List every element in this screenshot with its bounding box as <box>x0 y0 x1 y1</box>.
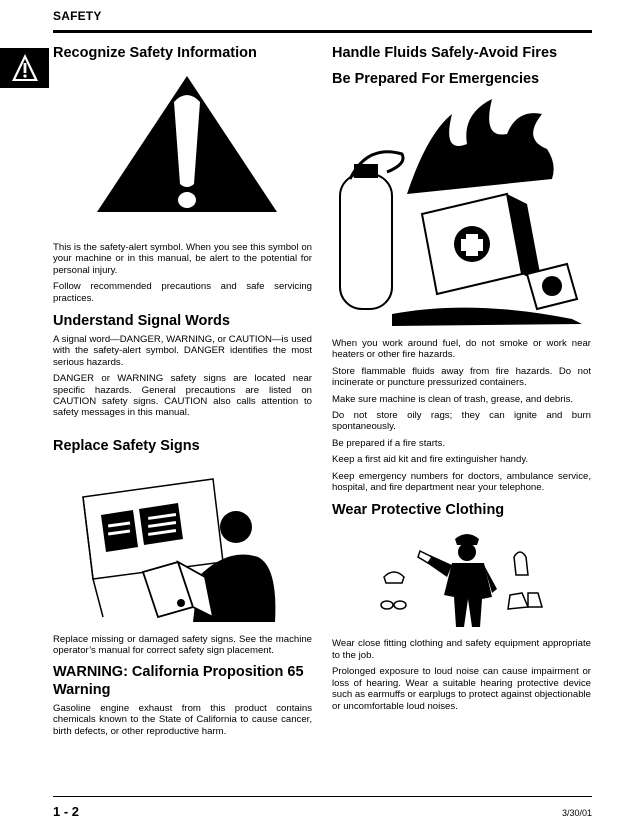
replace-signs-figure <box>53 467 312 622</box>
emergency-title: Be Prepared For Emergencies <box>332 71 540 87</box>
fluids-title: Handle Fluids Safely-Avoid Fires <box>332 45 558 61</box>
recognize-p2: Follow recommended precautions and safe servicing practices. <box>53 281 312 304</box>
warning-title: WARNING: California Proposition 65 Warning <box>53 663 304 698</box>
revision-date: 3/30/01 <box>561 808 592 818</box>
recognize-title: Recognize Safety Information <box>53 45 257 61</box>
fluids-p3: Make sure machine is clean of trash, grease, and debris. <box>332 393 574 405</box>
right-column <box>332 44 591 717</box>
emergency-p3: Keep emergency numbers for doctors, ambulance service, hospital, and fire department near your telephone. <box>332 470 591 494</box>
header-rule <box>53 30 592 33</box>
clothing-title: Wear Protective Clothing <box>332 502 505 519</box>
signal-p2: DANGER or WARNING safety signs are located near specific hazards. General precautions are listed on CAUTION safety signs. CAUTION also calls attention to safety messages in this manual. <box>53 373 312 419</box>
section-header: SAFETY <box>53 9 102 23</box>
fluids-p2: Store flammable fluids away from fire hazards. Do not incinerate or puncture pressurized containers. <box>332 365 591 389</box>
fluids-p4: Do not store oily rags; they can ignite and burn spontaneously. <box>332 410 591 433</box>
safety-alert-icon <box>10 52 40 84</box>
protective-clothing-figure <box>332 527 591 632</box>
replace-title: Replace Safety Signs <box>53 437 200 454</box>
signal-title: Understand Signal Words <box>53 313 230 330</box>
safety-tab <box>0 48 49 88</box>
replace-p1: Replace missing or damaged safety signs. See the machine operator’s manual for correct safety sign placement. <box>53 633 312 657</box>
warning-p1: Gasoline engine exhaust from this product contains chemicals known to the State of California to cause cancer, birth defects, or other reproductive harm. <box>53 702 312 737</box>
safety-alert-figure <box>53 72 312 222</box>
clothing-p2: Prolonged exposure to loud noise can cause impairment or loss of hearing. Wear a suitable hearing protective device such as earmuffs or earplugs to protect against objectionable or uncomfortable loud noises. <box>332 666 592 712</box>
fire-emergency-figure <box>332 94 591 334</box>
emergency-p1: Be prepared if a fire starts. <box>332 437 446 449</box>
footer-rule <box>53 796 592 797</box>
emergency-p2: Keep a first aid kit and fire extinguisher handy. <box>332 454 529 466</box>
left-column <box>53 44 312 742</box>
clothing-p1: Wear close fitting clothing and safety equipment appropriate to the job. <box>332 638 591 661</box>
recognize-p1: This is the safety-alert symbol. When you see this symbol on your machine or in this manual, be alert to the potential for personal injury. <box>53 242 312 276</box>
signal-p1: A signal word—DANGER, WARNING, or CAUTION—is used with the safety-alert symbol. DANGER identifies the most serious hazards. <box>53 334 312 368</box>
fluids-p1: When you work around fuel, do not smoke or work near heaters or other fire hazards. <box>332 338 591 361</box>
page-number: 1 - 2 <box>53 804 80 819</box>
